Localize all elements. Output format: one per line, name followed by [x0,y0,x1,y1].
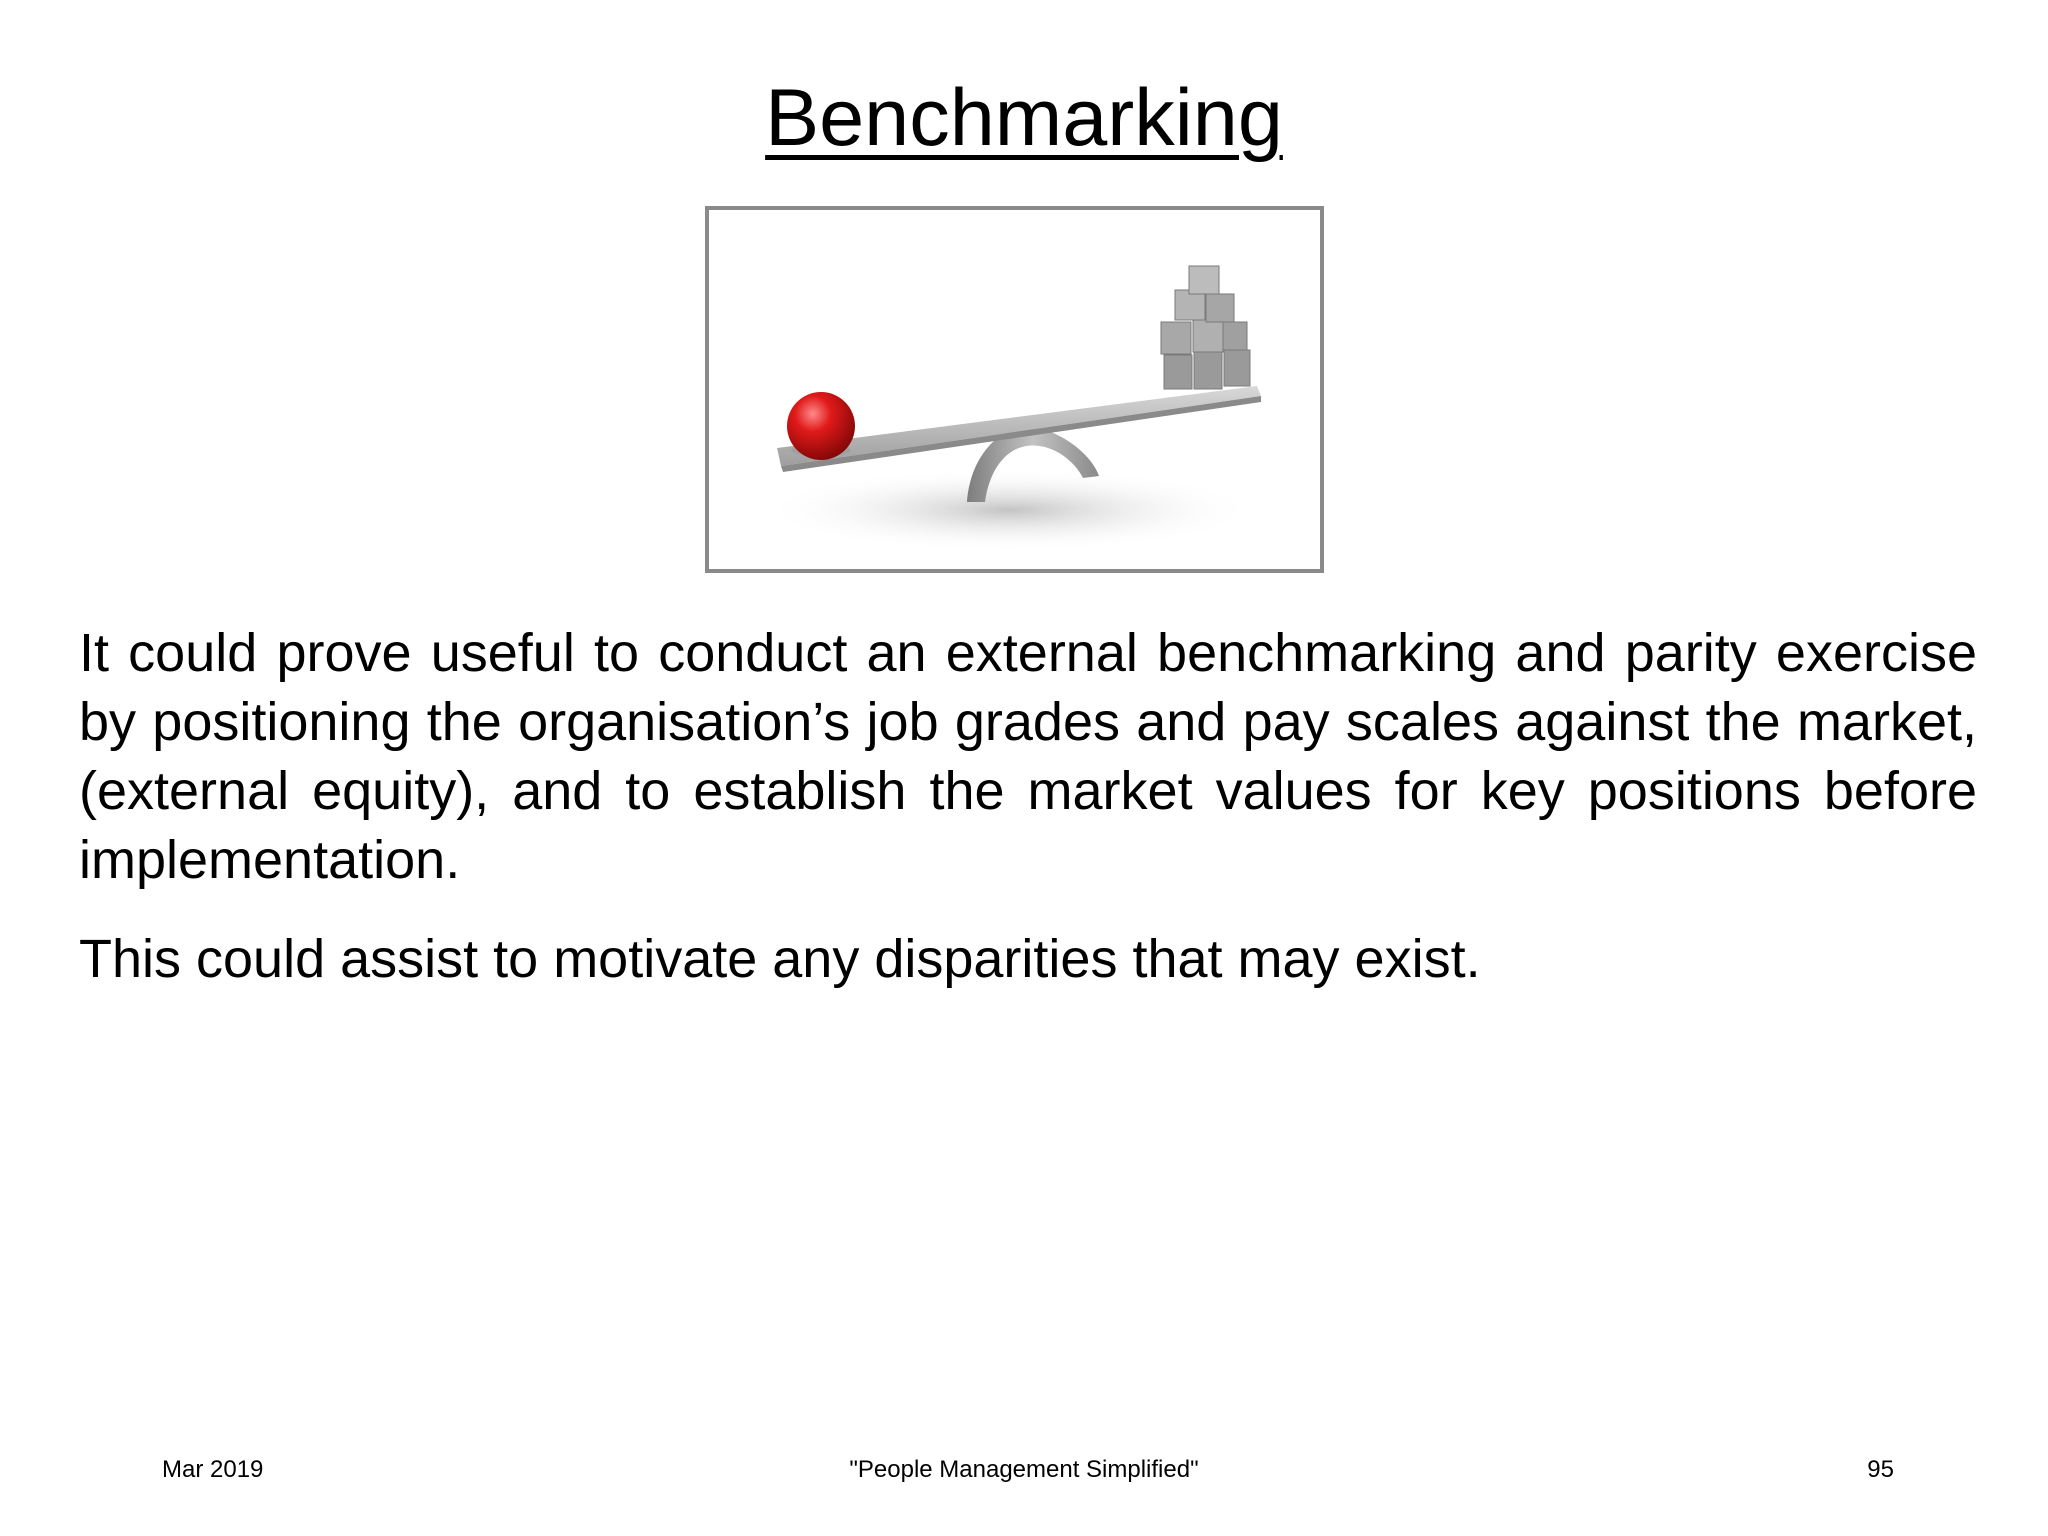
footer-date: Mar 2019 [162,1456,264,1483]
body-paragraph-1: It could prove useful to conduct an external benchmarking and parity exercise by positioning the organisation’s job grades and pay scales against the market, (external equity), and to establish the market values for key positions before implementation. [79,623,1977,890]
slide-title [0,68,2048,168]
balance-seesaw-icon [709,210,1320,569]
slide-title-text: Benchmarking [765,73,1283,163]
body-paragraph-2: This could assist to motivate any disparities that may exist. [79,929,1481,989]
footer-presentation-title: "People Management Simplified" [849,1456,1199,1483]
benchmarking-illustration [705,206,1324,573]
footer-page-number: 95 [1867,1456,1894,1483]
